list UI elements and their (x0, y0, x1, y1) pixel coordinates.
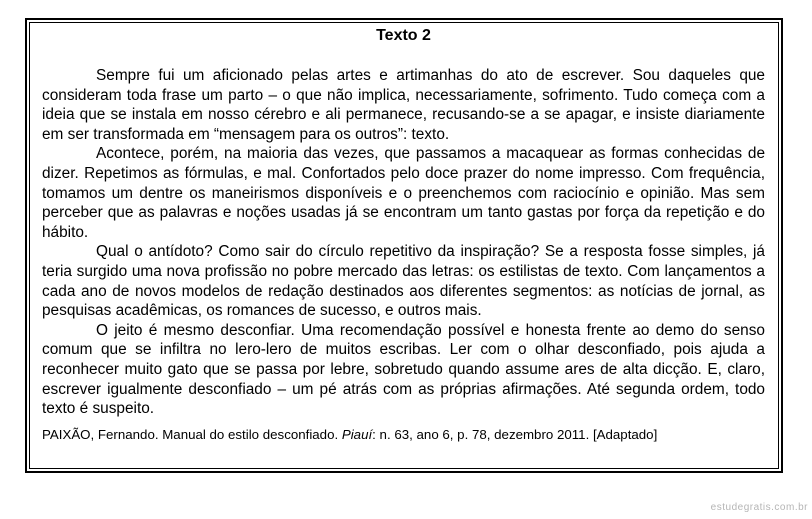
paragraph-2: Acontece, porém, na maioria das vezes, que passamos a macaquear as formas conhecidas de dizer. Repetimos as fórmulas, e mal. Confortados pelo doce prazer do nome impresso. Com frequência, tomamos um dentre os maneirismos disponíveis e o preenchemos com raciocínio e opinião. Mas sem perceber que as palavras e noções usadas já se encontram um tanto gastas por força da repetição e do hábito. (42, 145, 765, 241)
text-body (42, 66, 765, 419)
text-frame (29, 22, 779, 469)
source-author: PAIXÃO, Fernando. Manual do estilo desconfiado. (42, 426, 342, 442)
source-details: : n. 63, ano 6, p. 78, dezembro 2011. [Adaptado] (372, 426, 658, 442)
paragraph-4: O jeito é mesmo desconfiar. Uma recomendação possível e honesta frente ao demo do senso comum que se infiltra no lero-lero de muitos escribas. Ler com o olhar desconfiado, pois ajuda a reconhecer muito gato que se passa por lebre, sobretudo quando assume ares de alta dicção. E, claro, escrever igualmente desconfiado – um pé atrás com as próprias afirmações. Até segunda ordem, todo texto é suspeito. (42, 321, 765, 418)
watermark: estudegratis.com.br (710, 502, 808, 513)
paragraph-1: Sempre fui um aficionado pelas artes e artimanhas do ato de escrever. Sou daqueles que consideram toda frase um parto – o que não implica, necessariamente, sofrimento. Tudo começa com a ideia que se instala em nosso cérebro e ali permanece, recusando-se a se apagar, e insiste diariamente em ser transformada em “mensagem para os outros”: texto. (42, 67, 765, 143)
text-title: Texto 2 (376, 27, 431, 44)
source-citation (42, 426, 765, 444)
paragraph-3: Qual o antídoto? Como sair do círculo repetitivo da inspiração? Se a resposta fosse simples, já teria surgido uma nova profissão no pobre mercado das letras: os estilistas de texto. Com lançamentos a cada ano de novos modelos de redação destinados aos diferentes segmentos: as notícias de jornal, as pesquisas acadêmicas, os romances de sucesso, e outros mais. (42, 243, 765, 320)
source-publication: Piauí (341, 426, 373, 442)
